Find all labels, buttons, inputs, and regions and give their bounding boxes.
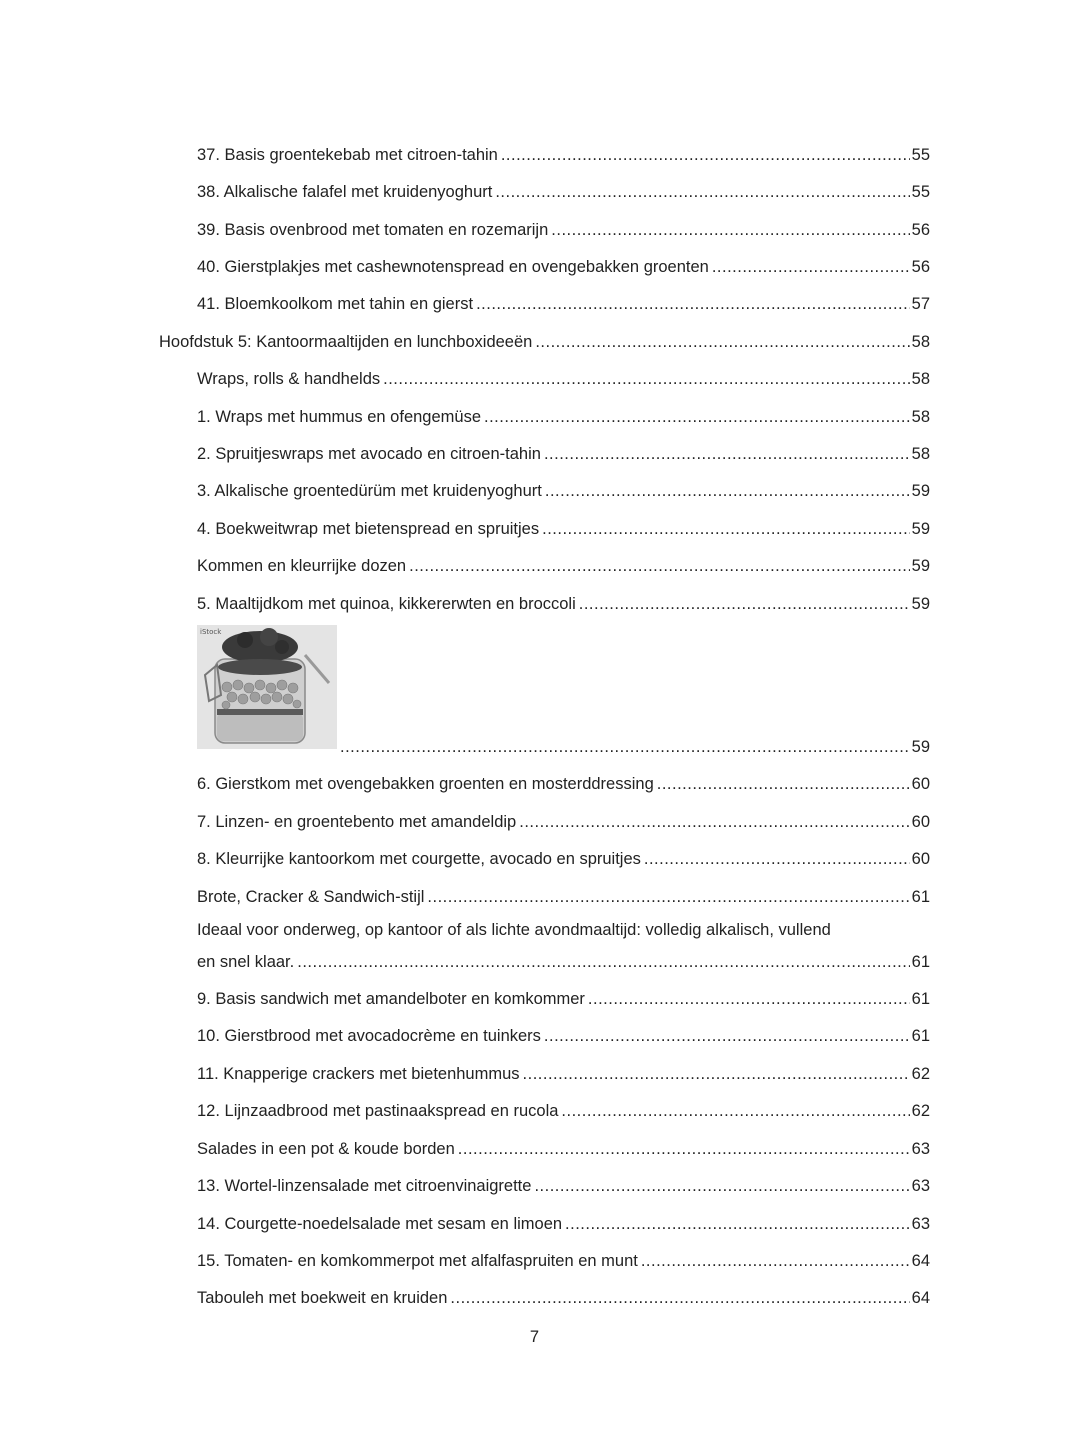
dot-leader: [519, 812, 909, 832]
toc-entry-title: 3. Alkalische groentedürüm met kruidenyoghurt: [197, 482, 542, 500]
toc-entry-page: 55: [911, 146, 930, 164]
toc-section-entry[interactable]: [197, 363, 930, 389]
toc-entry-title: 6. Gierstkom met ovengebakken groenten en mosterddressing: [197, 775, 654, 793]
toc-entry-page: 60: [911, 850, 930, 868]
toc-entry-title: 5. Maaltijdkom met quinoa, kikkererwten en broccoli: [197, 595, 576, 613]
toc-section-entry[interactable]: [197, 1133, 930, 1159]
toc-entry[interactable]: [197, 176, 930, 202]
dot-leader: [340, 737, 910, 757]
toc-entry-title: 39. Basis ovenbrood met tomaten en rozemarijn: [197, 221, 549, 239]
toc-entry[interactable]: [197, 588, 930, 614]
toc-entry-page: 57: [911, 295, 930, 313]
dot-leader: [534, 1176, 909, 1196]
toc-entry-title: 37. Basis groentekebab met citroen-tahin: [197, 146, 498, 164]
toc-entry-page: 64: [911, 1252, 930, 1270]
dot-leader: [458, 1139, 910, 1159]
toc-entry[interactable]: [197, 139, 930, 165]
dot-leader: [501, 145, 910, 165]
dot-leader: [561, 1101, 909, 1121]
toc-entry-page: 60: [911, 813, 930, 831]
toc-entry-title: 1. Wraps met hummus en ofengemüse: [197, 408, 481, 426]
dot-leader: [535, 332, 909, 352]
toc-entry-title: 12. Lijnzaadbrood met pastinaakspread en rucola: [197, 1102, 559, 1120]
dot-leader: [297, 952, 909, 972]
dot-leader: [544, 1026, 910, 1046]
toc-entry-title: 14. Courgette-noedelsalade met sesam en limoen: [197, 1215, 563, 1233]
toc-section-entry[interactable]: [197, 550, 930, 576]
toc-entry-page: 63: [911, 1140, 930, 1158]
toc-entry-title: 13. Wortel-linzensalade met citroenvinaigrette: [197, 1177, 532, 1195]
toc-entry-title: Salades in een pot & koude borden: [197, 1140, 455, 1158]
toc-entry-page: 58: [911, 370, 930, 388]
toc-entry[interactable]: [197, 1058, 930, 1084]
toc-entry[interactable]: [197, 513, 930, 539]
toc-entry[interactable]: [197, 806, 930, 832]
dot-leader: [542, 519, 910, 539]
toc-entry[interactable]: [197, 843, 930, 869]
toc-entry-title: 7. Linzen- en groentebento met amandeldip: [197, 813, 517, 831]
toc-entry[interactable]: [197, 1170, 930, 1196]
toc-entry[interactable]: [197, 1282, 930, 1308]
toc-entry-title: Tabouleh met boekweit en kruiden: [197, 1289, 448, 1307]
toc-entry-page: 62: [911, 1102, 930, 1120]
dot-leader: [476, 294, 910, 314]
toc-entry-page: 61: [911, 1027, 930, 1045]
toc-image-entry[interactable]: [337, 731, 930, 757]
dot-leader: [383, 369, 910, 389]
jar-photo: [197, 625, 337, 749]
toc-entry-title: en snel klaar.: [197, 953, 295, 971]
dot-leader: [657, 774, 910, 794]
dot-leader: [644, 849, 910, 869]
dot-leader: [579, 594, 910, 614]
toc-entry-page: 56: [911, 258, 930, 276]
toc-entry[interactable]: [197, 983, 930, 1009]
toc-entry[interactable]: [197, 475, 930, 501]
toc-entry-title: 2. Spruitjeswraps met avocado en citroen-tahin: [197, 445, 541, 463]
dot-leader: [712, 257, 910, 277]
toc-entry-page: 59: [911, 738, 930, 756]
toc-entry-page: 55: [911, 183, 930, 201]
toc-entry-page: 56: [911, 221, 930, 239]
toc-entry[interactable]: [197, 288, 930, 314]
page-number: 7: [529, 1328, 540, 1346]
toc-entry[interactable]: [197, 401, 930, 427]
toc-entry-title: Hoofdstuk 5: Kantoormaaltijden en lunchboxideeën: [159, 333, 533, 351]
toc-entry-wrapped-first-line[interactable]: Ideaal voor onderweg, op kantoor of als lichte avondmaaltijd: volledig alkalisch, vullend: [197, 921, 831, 939]
toc-entry-title: 4. Boekweitwrap met bietenspread en spruitjes: [197, 520, 540, 538]
toc-entry-page: 62: [911, 1065, 930, 1083]
dot-leader: [484, 407, 910, 427]
toc-entry-page: 59: [911, 482, 930, 500]
toc-entry-page: 61: [911, 990, 930, 1008]
toc-entry-page: 59: [911, 595, 930, 613]
dot-leader: [409, 556, 910, 576]
toc-chapter-entry[interactable]: [159, 326, 930, 352]
toc-entry-page: 61: [911, 888, 930, 906]
dot-leader: [450, 1288, 909, 1308]
image-caption-fragment: iStock: [200, 628, 222, 636]
dot-leader: [641, 1251, 910, 1271]
toc-entry-title: 40. Gierstplakjes met cashewnotenspread en ovengebakken groenten: [197, 258, 709, 276]
toc-entry[interactable]: [197, 946, 930, 972]
dot-leader: [544, 444, 910, 464]
jar-image: [197, 625, 337, 749]
toc-entry[interactable]: [197, 768, 930, 794]
toc-entry[interactable]: [197, 1020, 930, 1046]
toc-entry[interactable]: [197, 251, 930, 277]
toc-entry-title: 8. Kleurrijke kantoorkom met courgette, avocado en spruitjes: [197, 850, 641, 868]
toc-entry[interactable]: [197, 214, 930, 240]
toc-entry-page: 60: [911, 775, 930, 793]
toc-entry-title: 15. Tomaten- en komkommerpot met alfalfaspruiten en munt: [197, 1252, 638, 1270]
toc-entry-page: 58: [911, 333, 930, 351]
toc-entry-title: Wraps, rolls & handhelds: [197, 370, 381, 388]
toc-entry-page: 61: [911, 953, 930, 971]
toc-entry-title: Kommen en kleurrijke dozen: [197, 557, 407, 575]
dot-leader: [427, 887, 909, 907]
toc-entry-title: 38. Alkalische falafel met kruidenyoghurt: [197, 183, 493, 201]
toc-section-entry[interactable]: [197, 881, 930, 907]
toc-entry[interactable]: [197, 1095, 930, 1121]
toc-entry[interactable]: [197, 1245, 930, 1271]
dot-leader: [588, 989, 910, 1009]
toc-entry-page: 58: [911, 445, 930, 463]
dot-leader: [495, 182, 909, 202]
toc-entry-title: Brote, Cracker & Sandwich-stijl: [197, 888, 425, 906]
dot-leader: [565, 1214, 910, 1234]
toc-entry-title: 11. Knapperige crackers met bietenhummus: [197, 1065, 520, 1083]
toc-entry-title: 41. Bloemkoolkom met tahin en gierst: [197, 295, 474, 313]
dot-leader: [523, 1064, 910, 1084]
toc-entry[interactable]: [197, 438, 930, 464]
toc-entry-title: 9. Basis sandwich met amandelboter en komkommer: [197, 990, 585, 1008]
dot-leader: [551, 220, 909, 240]
toc-entry[interactable]: [197, 1208, 930, 1234]
toc-entry-page: 59: [911, 557, 930, 575]
toc-entry-page: 59: [911, 520, 930, 538]
toc-entry-page: 63: [911, 1177, 930, 1195]
toc-entry-title: 10. Gierstbrood met avocadocrème en tuinkers: [197, 1027, 541, 1045]
toc-entry-page: 64: [911, 1289, 930, 1307]
toc-entry-page: 58: [911, 408, 930, 426]
dot-leader: [545, 481, 910, 501]
toc-entry-page: 63: [911, 1215, 930, 1233]
